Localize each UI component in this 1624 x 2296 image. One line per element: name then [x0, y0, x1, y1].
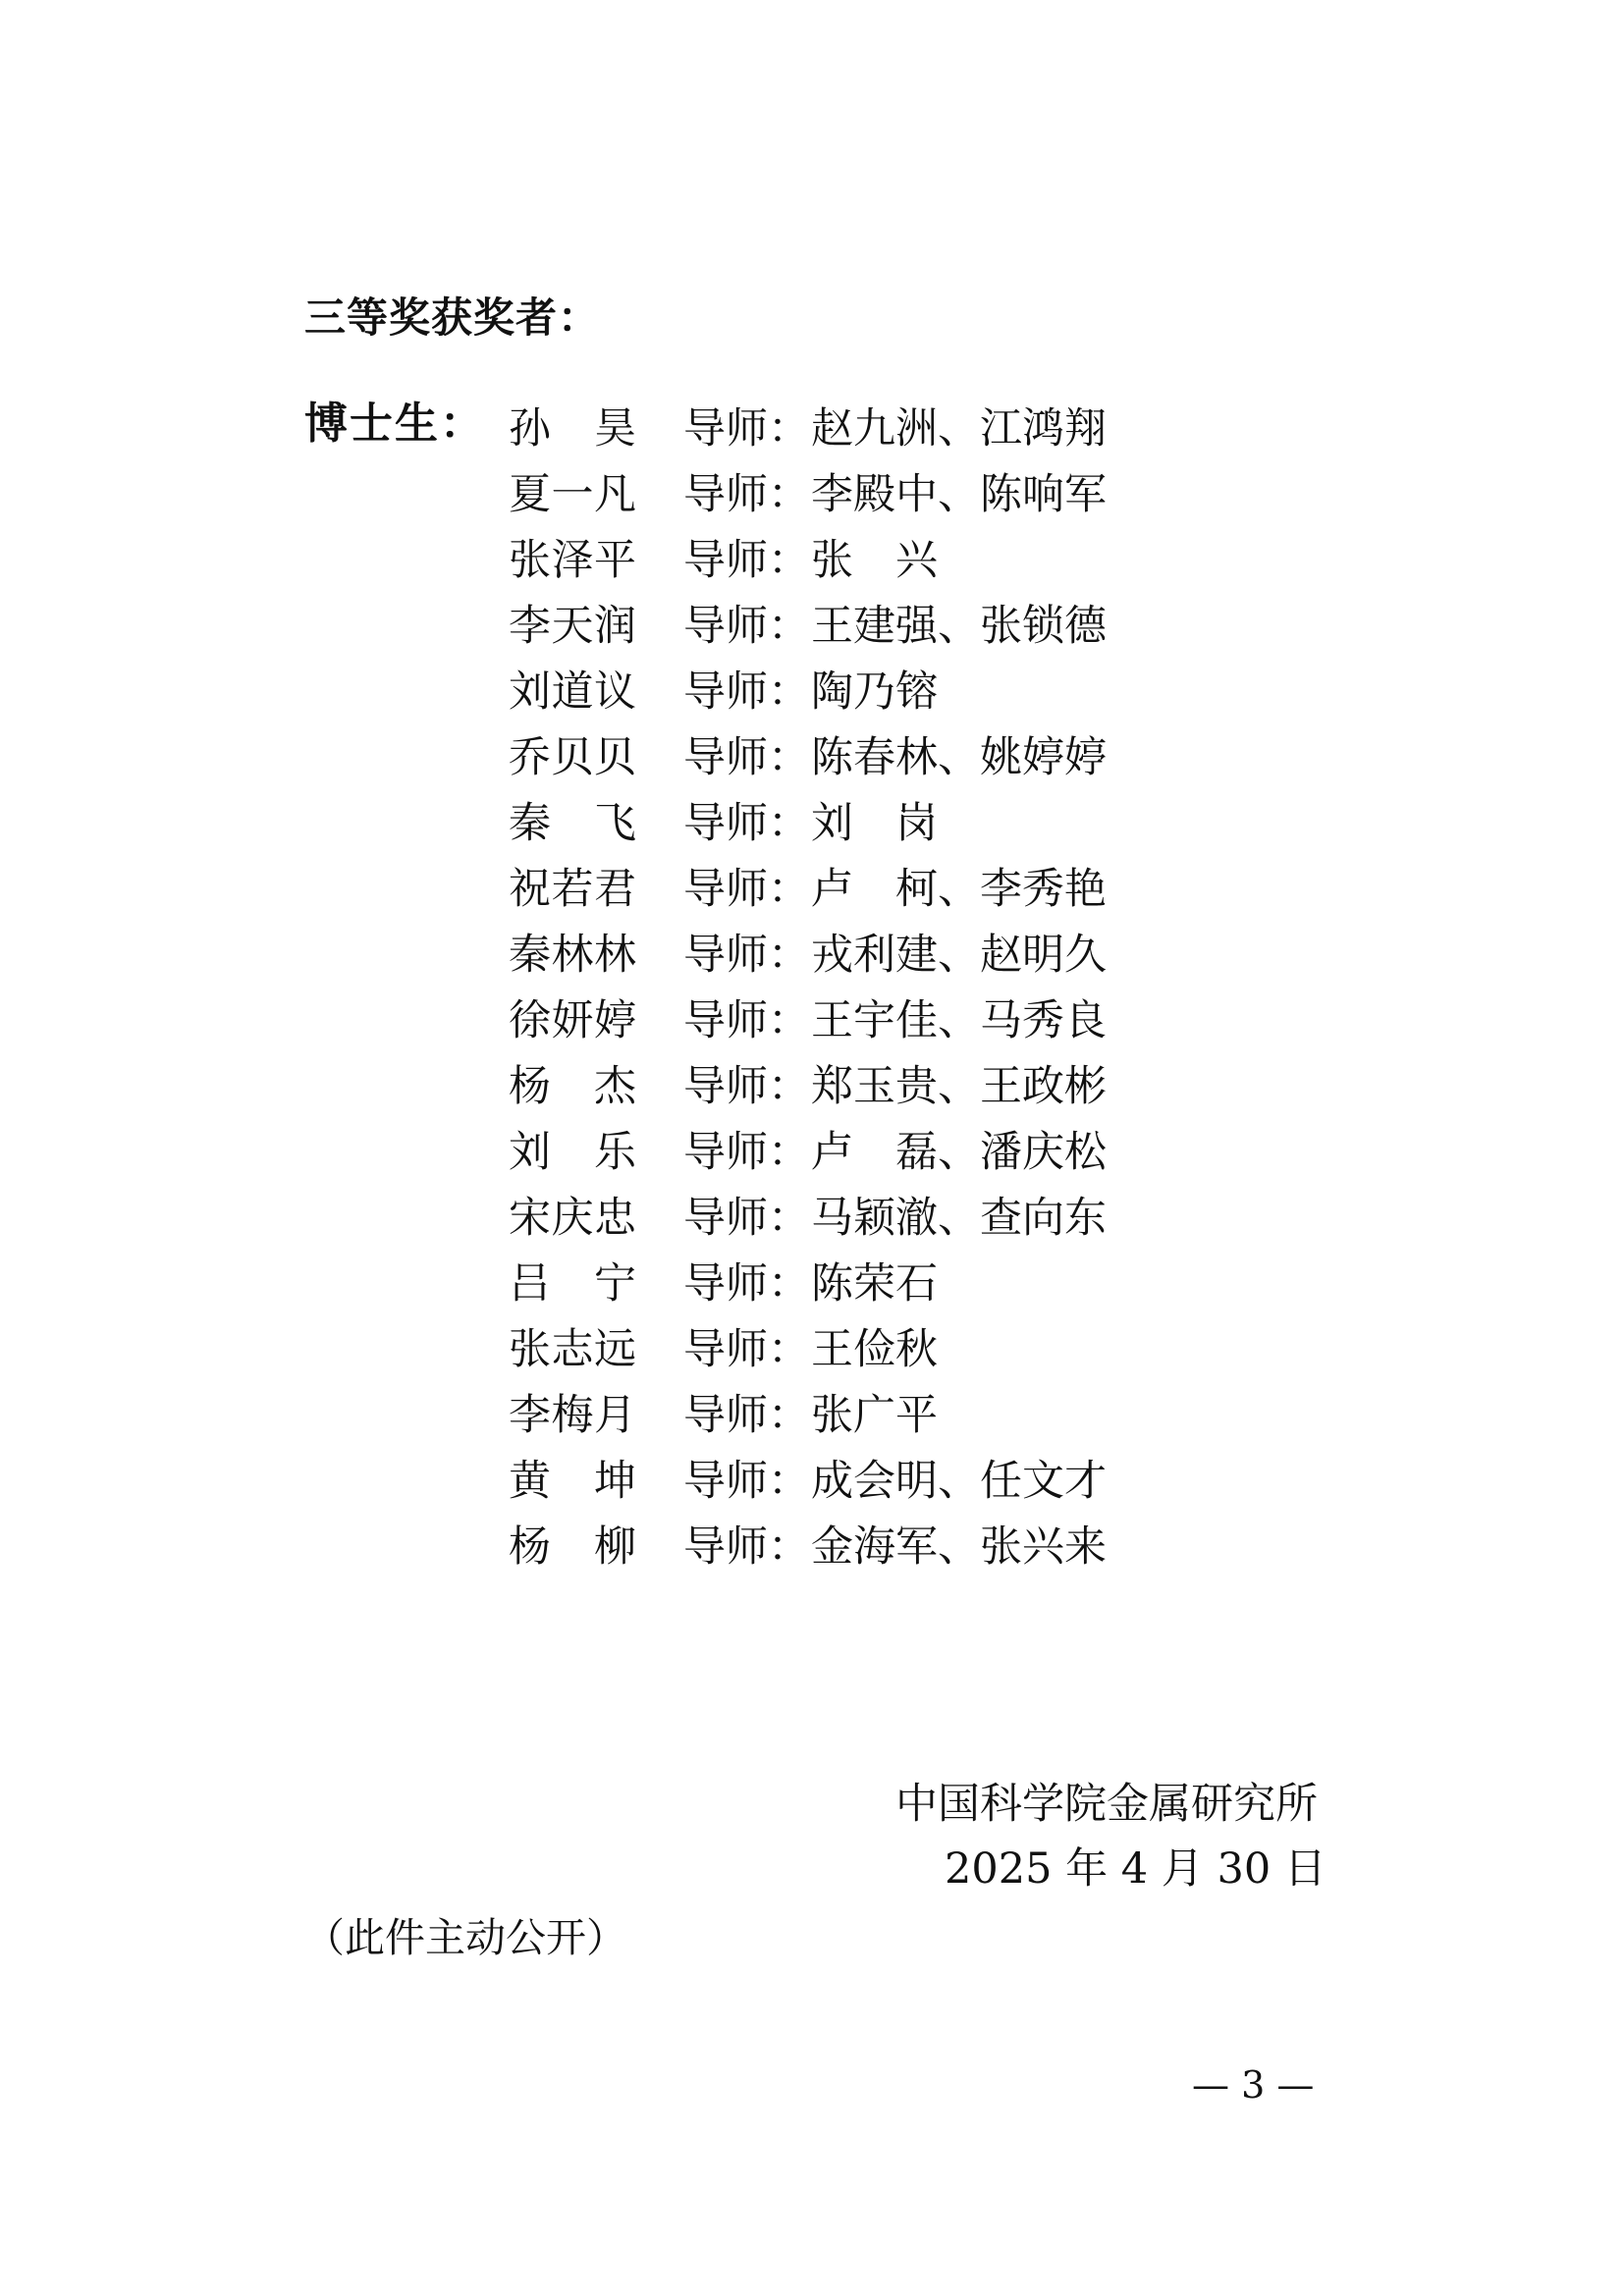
student-name: 李梅月	[509, 1391, 636, 1440]
winner-row	[509, 1379, 1107, 1445]
advisor-label: 导师：	[683, 536, 810, 585]
winner-row	[509, 721, 1107, 787]
winner-row	[509, 458, 1107, 524]
advisor-names: 卢 磊、潘庆松	[811, 1128, 1107, 1177]
advisor-names: 陶乃镕	[811, 667, 938, 717]
winner-row	[509, 590, 1107, 656]
advisor-names: 赵九洲、江鸿翔	[811, 404, 1107, 454]
advisor-label: 导师：	[683, 404, 810, 454]
award-heading: 三等奖获奖者：	[304, 294, 601, 342]
student-name: 刘 乐	[509, 1128, 636, 1177]
student-name: 祝若君	[509, 865, 636, 914]
winner-row	[509, 1445, 1107, 1511]
student-name: 张志远	[509, 1325, 636, 1374]
advisor-label: 导师：	[683, 470, 810, 519]
advisor-names: 金海军、张兴来	[811, 1522, 1107, 1572]
advisor-names: 张广平	[811, 1391, 938, 1440]
advisor-label: 导师：	[683, 1522, 810, 1572]
winner-row	[509, 1511, 1107, 1576]
winner-row	[509, 1116, 1107, 1182]
student-name: 李天润	[509, 602, 636, 651]
student-name: 宋庆忠	[509, 1194, 636, 1243]
advisor-label: 导师：	[683, 733, 810, 782]
advisor-label: 导师：	[683, 996, 810, 1045]
student-name: 秦 飞	[509, 799, 636, 848]
page-number: — 3 —	[1192, 2063, 1315, 2107]
student-name: 徐妍婷	[509, 996, 636, 1045]
winner-row	[509, 1248, 1107, 1313]
advisor-names: 陈春林、姚婷婷	[811, 733, 1107, 782]
advisor-label: 导师：	[683, 602, 810, 651]
advisor-label: 导师：	[683, 1194, 810, 1243]
advisor-names: 王建强、张锁德	[811, 602, 1107, 651]
issuing-institution: 中国科学院金属研究所	[895, 1780, 1318, 1829]
advisor-names: 郑玉贵、王政彬	[811, 1062, 1107, 1111]
student-name: 刘道议	[509, 667, 636, 717]
advisor-names: 戎利建、赵明久	[811, 931, 1107, 980]
student-name: 秦林林	[509, 931, 636, 980]
student-name: 乔贝贝	[509, 733, 636, 782]
winner-row	[509, 393, 1107, 458]
advisor-names: 王宇佳、马秀良	[811, 996, 1107, 1045]
student-name: 杨 杰	[509, 1062, 636, 1111]
advisor-names: 成会明、任文才	[811, 1457, 1107, 1506]
advisor-label: 导师：	[683, 865, 810, 914]
advisor-label: 导师：	[683, 1062, 810, 1111]
student-name: 杨 柳	[509, 1522, 636, 1572]
winner-row	[509, 1050, 1107, 1116]
advisor-label: 导师：	[683, 1391, 810, 1440]
winner-row	[509, 985, 1107, 1050]
student-name: 吕 宁	[509, 1259, 636, 1308]
winner-row	[509, 524, 1107, 590]
winner-row	[509, 1182, 1107, 1248]
winner-list	[509, 393, 1107, 1576]
winner-row	[509, 1313, 1107, 1379]
advisor-label: 导师：	[683, 667, 810, 717]
advisor-names: 陈荣石	[811, 1259, 938, 1308]
advisor-names: 王俭秋	[811, 1325, 938, 1374]
advisor-label: 导师：	[683, 1259, 810, 1308]
advisor-names: 李殿中、陈响军	[811, 470, 1107, 519]
issue-date: 2025 年 4 月 30 日	[945, 1844, 1326, 1894]
winner-row	[509, 853, 1107, 919]
advisor-names: 卢 柯、李秀艳	[811, 865, 1107, 914]
student-name: 张泽平	[509, 536, 636, 585]
student-name: 夏一凡	[509, 470, 636, 519]
disclosure-note: （此件主动公开）	[304, 1914, 626, 1961]
advisor-label: 导师：	[683, 931, 810, 980]
advisor-names: 刘 岗	[811, 799, 938, 848]
advisor-label: 导师：	[683, 1128, 810, 1177]
advisor-label: 导师：	[683, 799, 810, 848]
winner-row	[509, 656, 1107, 721]
winner-row	[509, 787, 1107, 853]
advisor-names: 张 兴	[811, 536, 938, 585]
student-name: 黄 坤	[509, 1457, 636, 1506]
advisor-label: 导师：	[683, 1457, 810, 1506]
category-label-doctoral: 博士生：	[304, 399, 485, 449]
student-name: 孙 昊	[509, 404, 636, 454]
winner-row	[509, 919, 1107, 985]
advisor-label: 导师：	[683, 1325, 810, 1374]
advisor-names: 马颖澈、查向东	[811, 1194, 1107, 1243]
